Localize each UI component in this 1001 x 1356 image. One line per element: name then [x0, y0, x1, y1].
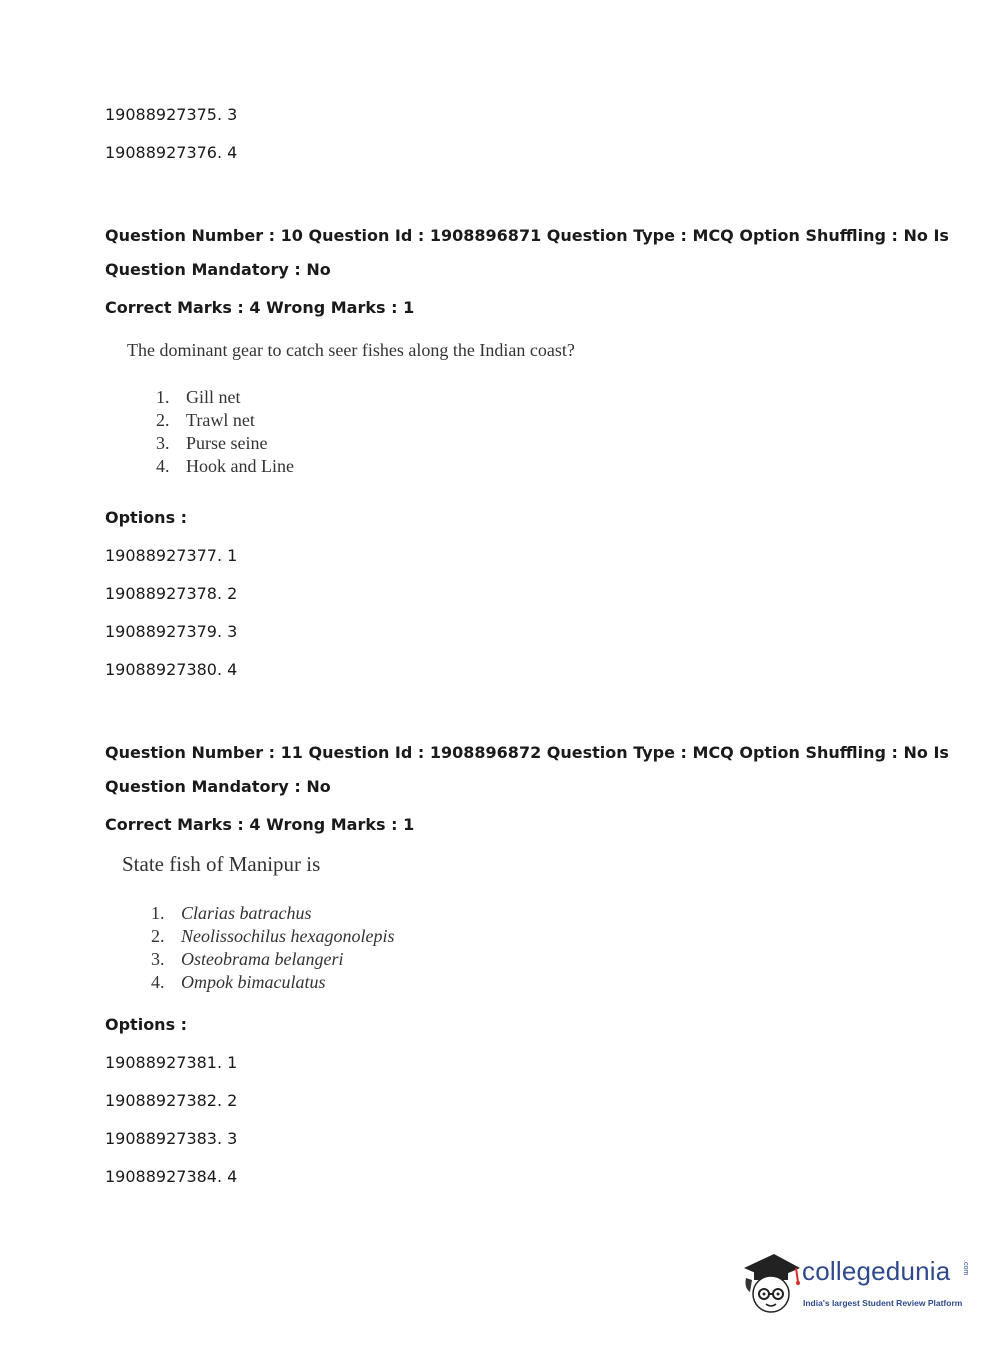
question-marks: Correct Marks : 4 Wrong Marks : 1 [105, 298, 415, 317]
mascot-icon [740, 1248, 802, 1318]
brand-suffix: .com [962, 1260, 969, 1276]
question-choices [156, 386, 294, 478]
choice-item: 2. Trawl net [156, 410, 255, 430]
options-label: Options : [105, 1015, 188, 1034]
option-item: 19088927384. 4 [105, 1167, 238, 1186]
choice-item: 1. Gill net [156, 387, 241, 407]
option-item: 19088927383. 3 [105, 1129, 238, 1148]
choice-item: 4. Hook and Line [156, 456, 294, 476]
option-item: 19088927381. 1 [105, 1053, 238, 1072]
choice-item: 3. Osteobrama belangeri [151, 949, 344, 969]
brand-tagline: India's largest Student Review Platform [803, 1298, 963, 1308]
question-stem: State fish of Manipur is [122, 852, 321, 876]
option-item: 19088927380. 4 [105, 660, 238, 679]
choice-item: 1. Clarias batrachus [151, 903, 312, 923]
question-marks: Correct Marks : 4 Wrong Marks : 1 [105, 815, 415, 834]
option-item: 19088927382. 2 [105, 1091, 238, 1110]
option-item: 19088927379. 3 [105, 622, 238, 641]
choice-item: 4. Ompok bimaculatus [151, 972, 326, 992]
question-mandatory: Question Mandatory : No [105, 260, 331, 279]
collegedunia-logo [740, 1248, 975, 1318]
choice-item: 2. Neolissochilus hexagonolepis [151, 926, 395, 946]
option-item: 19088927378. 2 [105, 584, 238, 603]
options-label: Options : [105, 508, 188, 527]
question-choices [151, 902, 394, 994]
question-stem: The dominant gear to catch seer fishes along the Indian coast? [127, 340, 575, 360]
question-mandatory: Question Mandatory : No [105, 777, 331, 796]
option-item: 19088927375. 3 [105, 105, 238, 124]
option-item: 19088927377. 1 [105, 546, 238, 565]
option-item: 19088927376. 4 [105, 143, 238, 162]
choice-item: 3. Purse seine [156, 433, 268, 453]
question-header: Question Number : 11 Question Id : 1908896872 Question Type : MCQ Option Shuffling : No Is [105, 743, 949, 762]
question-header: Question Number : 10 Question Id : 1908896871 Question Type : MCQ Option Shuffling : No Is [105, 226, 949, 245]
brand-name: collegedunia [802, 1256, 951, 1286]
